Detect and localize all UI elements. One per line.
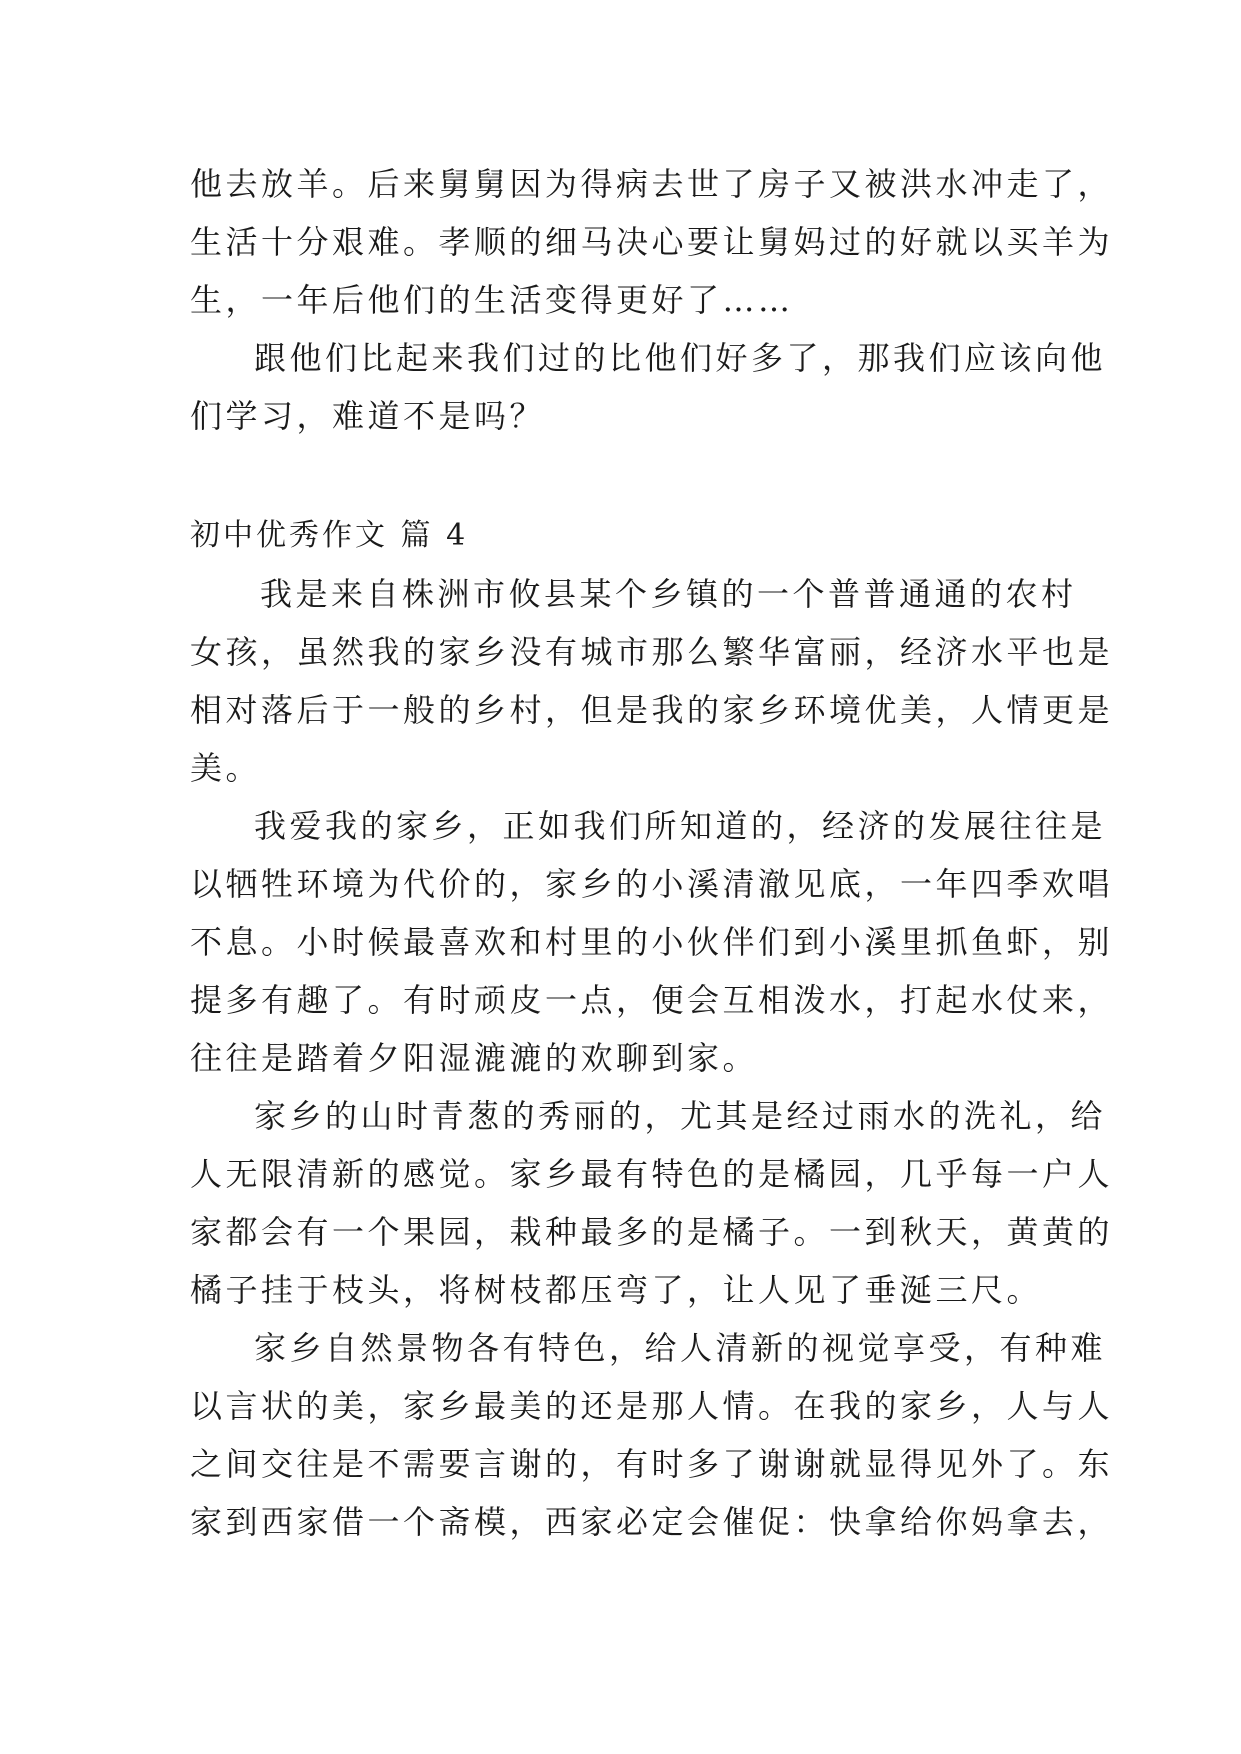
text-line: 们学习，难道不是吗？: [190, 397, 546, 435]
text-line: 我爱我的家乡，正如我们所知道的，经济的发展往往是: [254, 807, 1107, 845]
text-line: 往往是踏着夕阳湿漉漉的欢聊到家。: [190, 1039, 759, 1077]
text-line: 以言状的美，家乡最美的还是那人情。在我的家乡，人与人: [190, 1387, 1114, 1425]
text-line: 相对落后于一般的乡村，但是我的家乡环境优美，人情更是: [190, 691, 1114, 729]
paragraph: [190, 565, 1114, 797]
text-line: 家都会有一个果园，栽种最多的是橘子。一到秋天，黄黄的: [190, 1213, 1114, 1251]
text-line: 跟他们比起来我们过的比他们好多了，那我们应该向他: [254, 339, 1107, 377]
text-line: 生，一年后他们的生活变得更好了……: [190, 281, 794, 319]
text-line: 以牺牲环境为代价的，家乡的小溪清澈见底，一年四季欢唱: [190, 865, 1114, 903]
section-gap: [190, 445, 1060, 507]
text-line: 他去放羊。后来舅舅因为得病去世了房子又被洪水冲走了，: [190, 165, 1114, 203]
paragraph: [190, 329, 1107, 445]
text-line: 生活十分艰难。孝顺的细马决心要让舅妈过的好就以买羊为: [190, 223, 1114, 261]
text-line: 不息。小时候最喜欢和村里的小伙伴们到小溪里抓鱼虾，别: [190, 923, 1114, 961]
text-line: 之间交往是不需要言谢的，有时多了谢谢就显得见外了。东: [190, 1445, 1114, 1483]
text-line: 人无限清新的感觉。家乡最有特色的是橘园，几乎每一户人: [190, 1155, 1114, 1193]
paragraph: [190, 1319, 1114, 1551]
paragraph: [190, 1087, 1114, 1319]
paragraph: [190, 797, 1114, 1087]
text-line: 女孩，虽然我的家乡没有城市那么繁华富丽，经济水平也是: [190, 633, 1114, 671]
text-line: 我是来自株洲市攸县某个乡镇的一个普普通通的农村: [260, 575, 1077, 613]
text-line: 提多有趣了。有时顽皮一点，便会互相泼水，打起水仗来，: [190, 981, 1114, 1019]
text-line: 家到西家借一个斋模，西家必定会催促：快拿给你妈拿去，: [190, 1503, 1114, 1541]
text-line: 橘子挂于枝头，将树枝都压弯了，让人见了垂涎三尺。: [190, 1271, 1043, 1309]
text-line: 家乡的山时青葱的秀丽的，尤其是经过雨水的洗礼，给: [254, 1097, 1107, 1135]
text-line: 家乡自然景物各有特色，给人清新的视觉享受，有种难: [254, 1329, 1107, 1367]
text-line: 美。: [190, 749, 262, 787]
section-title: 初中优秀作文 篇 4: [190, 518, 469, 553]
document-page: [190, 155, 1114, 1551]
paragraph-continued: [190, 155, 1114, 329]
